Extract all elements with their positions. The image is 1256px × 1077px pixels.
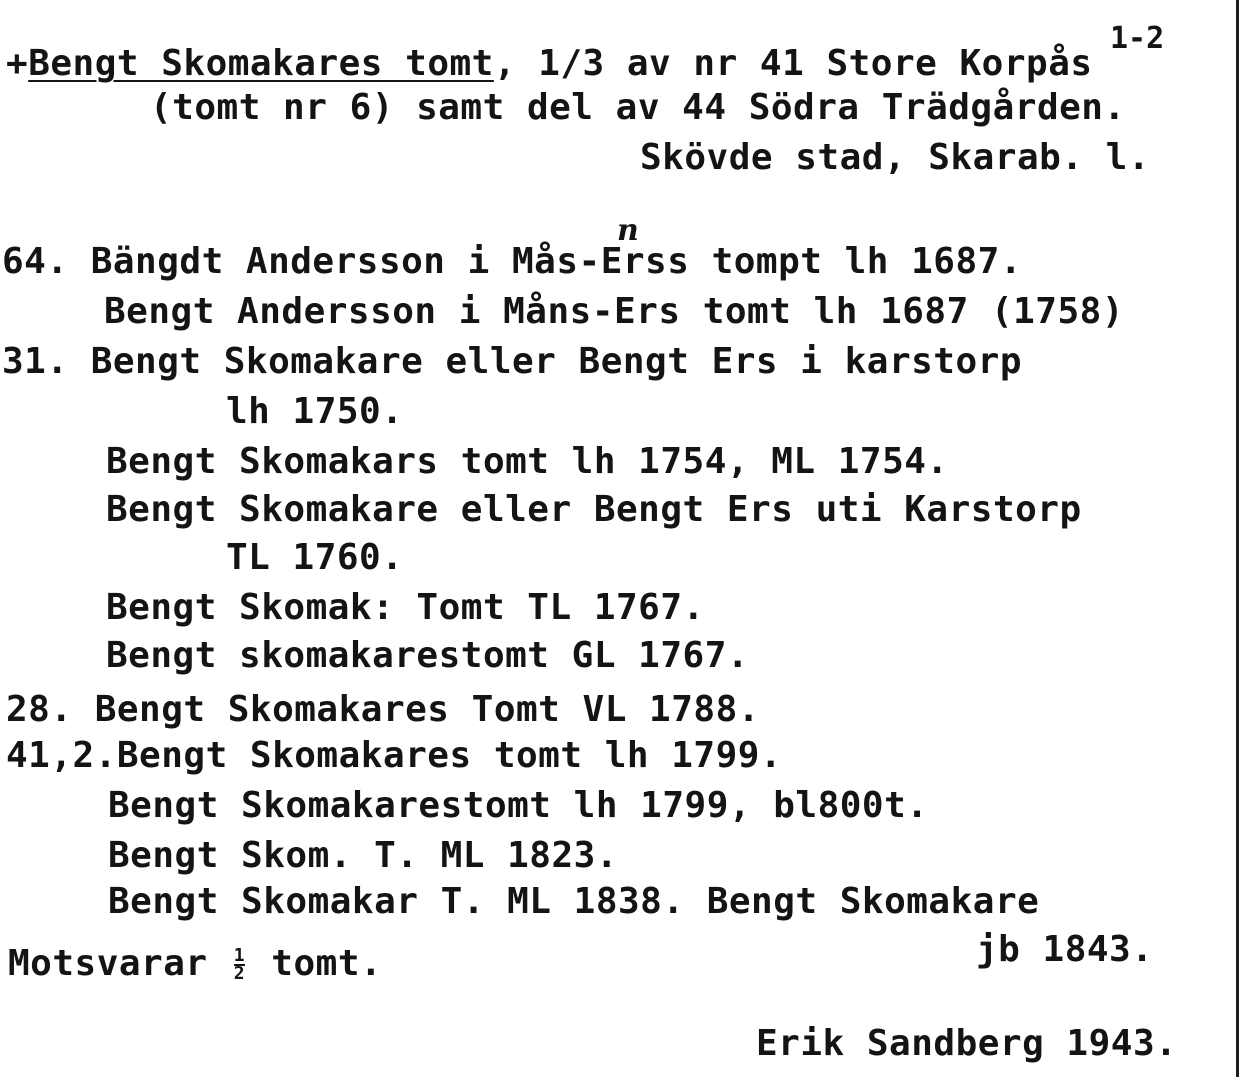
card-right-edge (1236, 0, 1239, 1077)
entry-line: Bengt Skomak: Tomt TL 1767. (106, 587, 705, 628)
entry-line: Bengt skomakarestomt GL 1767. (106, 635, 750, 676)
header-superscript: 1-2 (1110, 21, 1165, 56)
entry-line: lh 1750. (226, 391, 404, 432)
handwritten-insert: n (617, 213, 639, 248)
fraction-numerator: 1 (233, 945, 246, 966)
half-fraction (233, 945, 246, 984)
entry-line: Bengt Skomakar T. ML 1838. Bengt Skomakare (108, 881, 1040, 922)
entry-line: 28. Bengt Skomakares Tomt VL 1788. (6, 689, 760, 730)
motsvarar-line (8, 944, 382, 984)
signature: Erik Sandberg 1943. (756, 1023, 1178, 1064)
entry-line: Bengt Skomakarestomt lh 1799, bl800t. (108, 785, 929, 826)
entry-line: TL 1760. (226, 537, 404, 578)
header-title-rest: , 1/3 av nr 41 Store Korpås (493, 43, 1093, 84)
entry-line: 31. Bengt Skomakare eller Bengt Ers i karstorp (2, 341, 1022, 382)
entry-line: Bengt Skomakars tomt lh 1754, ML 1754. (106, 441, 949, 482)
header-location: Skövde stad, Skarab. l. (640, 137, 1150, 178)
entry-line: Bengt Skomakare eller Bengt Ers uti Karstorp (106, 489, 1082, 530)
entry-line: Bengt Andersson i Måns-Ers tomt lh 1687 (1758) (104, 291, 1124, 332)
entry-line: jb 1843. (976, 929, 1154, 970)
fraction-denominator: 2 (233, 963, 246, 984)
plus-mark: + (6, 43, 29, 84)
motsvarar-unit: tomt. (271, 943, 383, 984)
header-line-2: (tomt nr 6) samt del av 44 Södra Trädgården. (150, 87, 1126, 128)
entry-line: 64. Bängdt Andersson i Mås-Erss tompt lh 1687. (2, 241, 1022, 282)
header-title-line (6, 44, 1093, 84)
header-title-underlined: Bengt Skomakares tomt (28, 43, 494, 84)
motsvarar-label: Motsvarar (8, 943, 208, 984)
entry-line: 41,2.Bengt Skomakares tomt lh 1799. (6, 735, 783, 776)
entry-line: Bengt Skom. T. ML 1823. (108, 835, 618, 876)
